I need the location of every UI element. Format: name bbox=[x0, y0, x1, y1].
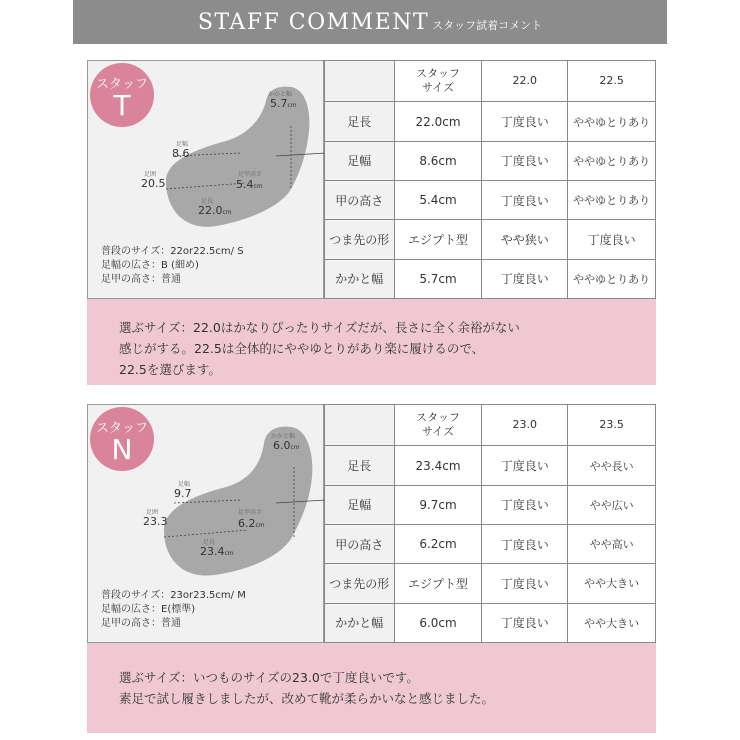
row-label: 足長 bbox=[325, 102, 395, 141]
length-label: 足長 bbox=[201, 198, 214, 205]
table-cell: 丁度良い bbox=[482, 259, 568, 298]
comment-line: 22.5を選びます。 bbox=[119, 362, 221, 377]
instep-label: 足甲高さ bbox=[238, 171, 263, 178]
table-cell: やや広い bbox=[568, 485, 656, 524]
row-label: つま先の形 bbox=[325, 220, 395, 259]
profile-instep: 足甲の高さ：普通 bbox=[101, 274, 181, 285]
heel-label: かかと幅 bbox=[271, 433, 296, 440]
staff-badge bbox=[90, 407, 154, 471]
row-label: 甲の高さ bbox=[325, 525, 395, 564]
table-cell: 23.4cm bbox=[394, 446, 482, 485]
staff-diagram-panel bbox=[87, 404, 324, 643]
table-cell: 丁度良い bbox=[482, 446, 568, 485]
header-size-b: 23.5 bbox=[568, 405, 656, 446]
table-cell: 丁度良い bbox=[568, 220, 656, 259]
comment-line: 感じがする。22.5は全体的にややゆとりがあり楽に履けるので、 bbox=[119, 341, 485, 356]
width-value: 9.7 bbox=[174, 487, 192, 500]
table-cell: ややゆとりあり bbox=[568, 102, 656, 141]
table-cell: 丁度良い bbox=[482, 525, 568, 564]
instep-label: 足甲高さ bbox=[238, 509, 263, 516]
instep-value: 5.4cm bbox=[236, 178, 263, 191]
table-cell: 6.0cm bbox=[394, 603, 482, 642]
table-header-row bbox=[325, 61, 656, 102]
staff-diagram-panel bbox=[87, 60, 324, 299]
header-size-a: 23.0 bbox=[482, 405, 568, 446]
width-value: 8.6 bbox=[172, 147, 190, 160]
row-label: 足長 bbox=[325, 446, 395, 485]
table-cell: ややゆとりあり bbox=[568, 181, 656, 220]
heel-label: かかと幅 bbox=[268, 91, 293, 98]
staff-comment bbox=[87, 643, 656, 733]
staff-profile bbox=[101, 245, 244, 287]
table-cell: 5.7cm bbox=[394, 259, 482, 298]
table-row bbox=[325, 220, 656, 259]
table-cell: やや大きい bbox=[568, 564, 656, 603]
table-cell: 6.2cm bbox=[394, 525, 482, 564]
table-row bbox=[325, 485, 656, 524]
table-cell: 8.6cm bbox=[394, 141, 482, 180]
instep-value: 6.2cm bbox=[238, 517, 265, 530]
row-label: 足幅 bbox=[325, 141, 395, 180]
comment-line: 素足で試し履きしましたが、改めて靴が柔らかいなと感じました。 bbox=[119, 691, 495, 706]
ball-label: 足囲 bbox=[144, 171, 157, 178]
table-cell: 丁度良い bbox=[482, 564, 568, 603]
header-title-jp: スタッフ試着コメント bbox=[432, 18, 543, 32]
table-cell: 丁度良い bbox=[482, 102, 568, 141]
table-row bbox=[325, 564, 656, 603]
ball-value: 20.5 bbox=[141, 177, 166, 190]
profile-instep: 足甲の高さ：普通 bbox=[101, 618, 181, 629]
table-row bbox=[325, 446, 656, 485]
table-cell: やや大きい bbox=[568, 603, 656, 642]
badge-label: スタッフ bbox=[95, 421, 148, 436]
comment-line: 選ぶサイズ：いつものサイズの23.0で丁度良いです。 bbox=[119, 670, 419, 685]
width-label: 足幅 bbox=[176, 141, 189, 148]
table-row bbox=[325, 181, 656, 220]
length-value: 22.0cm bbox=[198, 204, 232, 217]
ball-value: 23.3 bbox=[143, 515, 168, 528]
table-cell: 丁度良い bbox=[482, 181, 568, 220]
fit-table bbox=[324, 404, 656, 643]
table-cell: やや狭い bbox=[482, 220, 568, 259]
profile-width: 足幅の広さ：E(標準) bbox=[101, 604, 196, 615]
staff-comment bbox=[87, 299, 656, 385]
header-size-a: 22.0 bbox=[482, 61, 568, 102]
heel-value: 6.0cm bbox=[273, 439, 300, 452]
table-row bbox=[325, 141, 656, 180]
row-label: かかと幅 bbox=[325, 603, 395, 642]
fit-table bbox=[324, 60, 656, 299]
header-title-en: STAFF COMMENT bbox=[197, 9, 430, 35]
header-staff-size: スタッフ サイズ bbox=[394, 405, 482, 446]
ball-label: 足囲 bbox=[146, 509, 159, 516]
comment-line: 選ぶサイズ：22.0はかなりぴったりサイズだが、長さに全く余裕がない bbox=[119, 320, 520, 335]
table-row bbox=[325, 102, 656, 141]
length-value: 23.4cm bbox=[200, 545, 234, 558]
table-cell: やや高い bbox=[568, 525, 656, 564]
table-cell: ややゆとりあり bbox=[568, 141, 656, 180]
table-row bbox=[325, 603, 656, 642]
staff-badge bbox=[90, 63, 154, 127]
table-cell: 9.7cm bbox=[394, 485, 482, 524]
profile-size: 普段のサイズ：22or22.5cm/ S bbox=[101, 246, 244, 257]
badge-label: スタッフ bbox=[95, 77, 148, 92]
badge-letter: N bbox=[111, 433, 133, 466]
table-cell: 22.0cm bbox=[394, 102, 482, 141]
profile-size: 普段のサイズ：23or23.5cm/ M bbox=[101, 590, 246, 601]
table-cell: エジプト型 bbox=[394, 220, 482, 259]
row-label: かかと幅 bbox=[325, 259, 395, 298]
badge-letter: T bbox=[113, 89, 131, 122]
row-label: 足幅 bbox=[325, 485, 395, 524]
profile-width: 足幅の広さ：B (細め) bbox=[101, 260, 199, 271]
header-size-b: 22.5 bbox=[568, 61, 656, 102]
width-label: 足幅 bbox=[178, 481, 191, 488]
table-cell: やや長い bbox=[568, 446, 656, 485]
length-label: 足長 bbox=[203, 539, 216, 546]
heel-value: 5.7cm bbox=[270, 97, 297, 110]
table-cell: ややゆとりあり bbox=[568, 259, 656, 298]
table-cell: エジプト型 bbox=[394, 564, 482, 603]
section-header bbox=[73, 0, 667, 44]
table-row bbox=[325, 259, 656, 298]
row-label: 甲の高さ bbox=[325, 181, 395, 220]
table-header-row bbox=[325, 405, 656, 446]
table-cell: 丁度良い bbox=[482, 603, 568, 642]
table-cell: 丁度良い bbox=[482, 141, 568, 180]
row-label: つま先の形 bbox=[325, 564, 395, 603]
staff-profile bbox=[101, 589, 246, 631]
table-cell: 5.4cm bbox=[394, 181, 482, 220]
table-row bbox=[325, 525, 656, 564]
table-cell: 丁度良い bbox=[482, 485, 568, 524]
header-staff-size: スタッフ サイズ bbox=[394, 61, 482, 102]
